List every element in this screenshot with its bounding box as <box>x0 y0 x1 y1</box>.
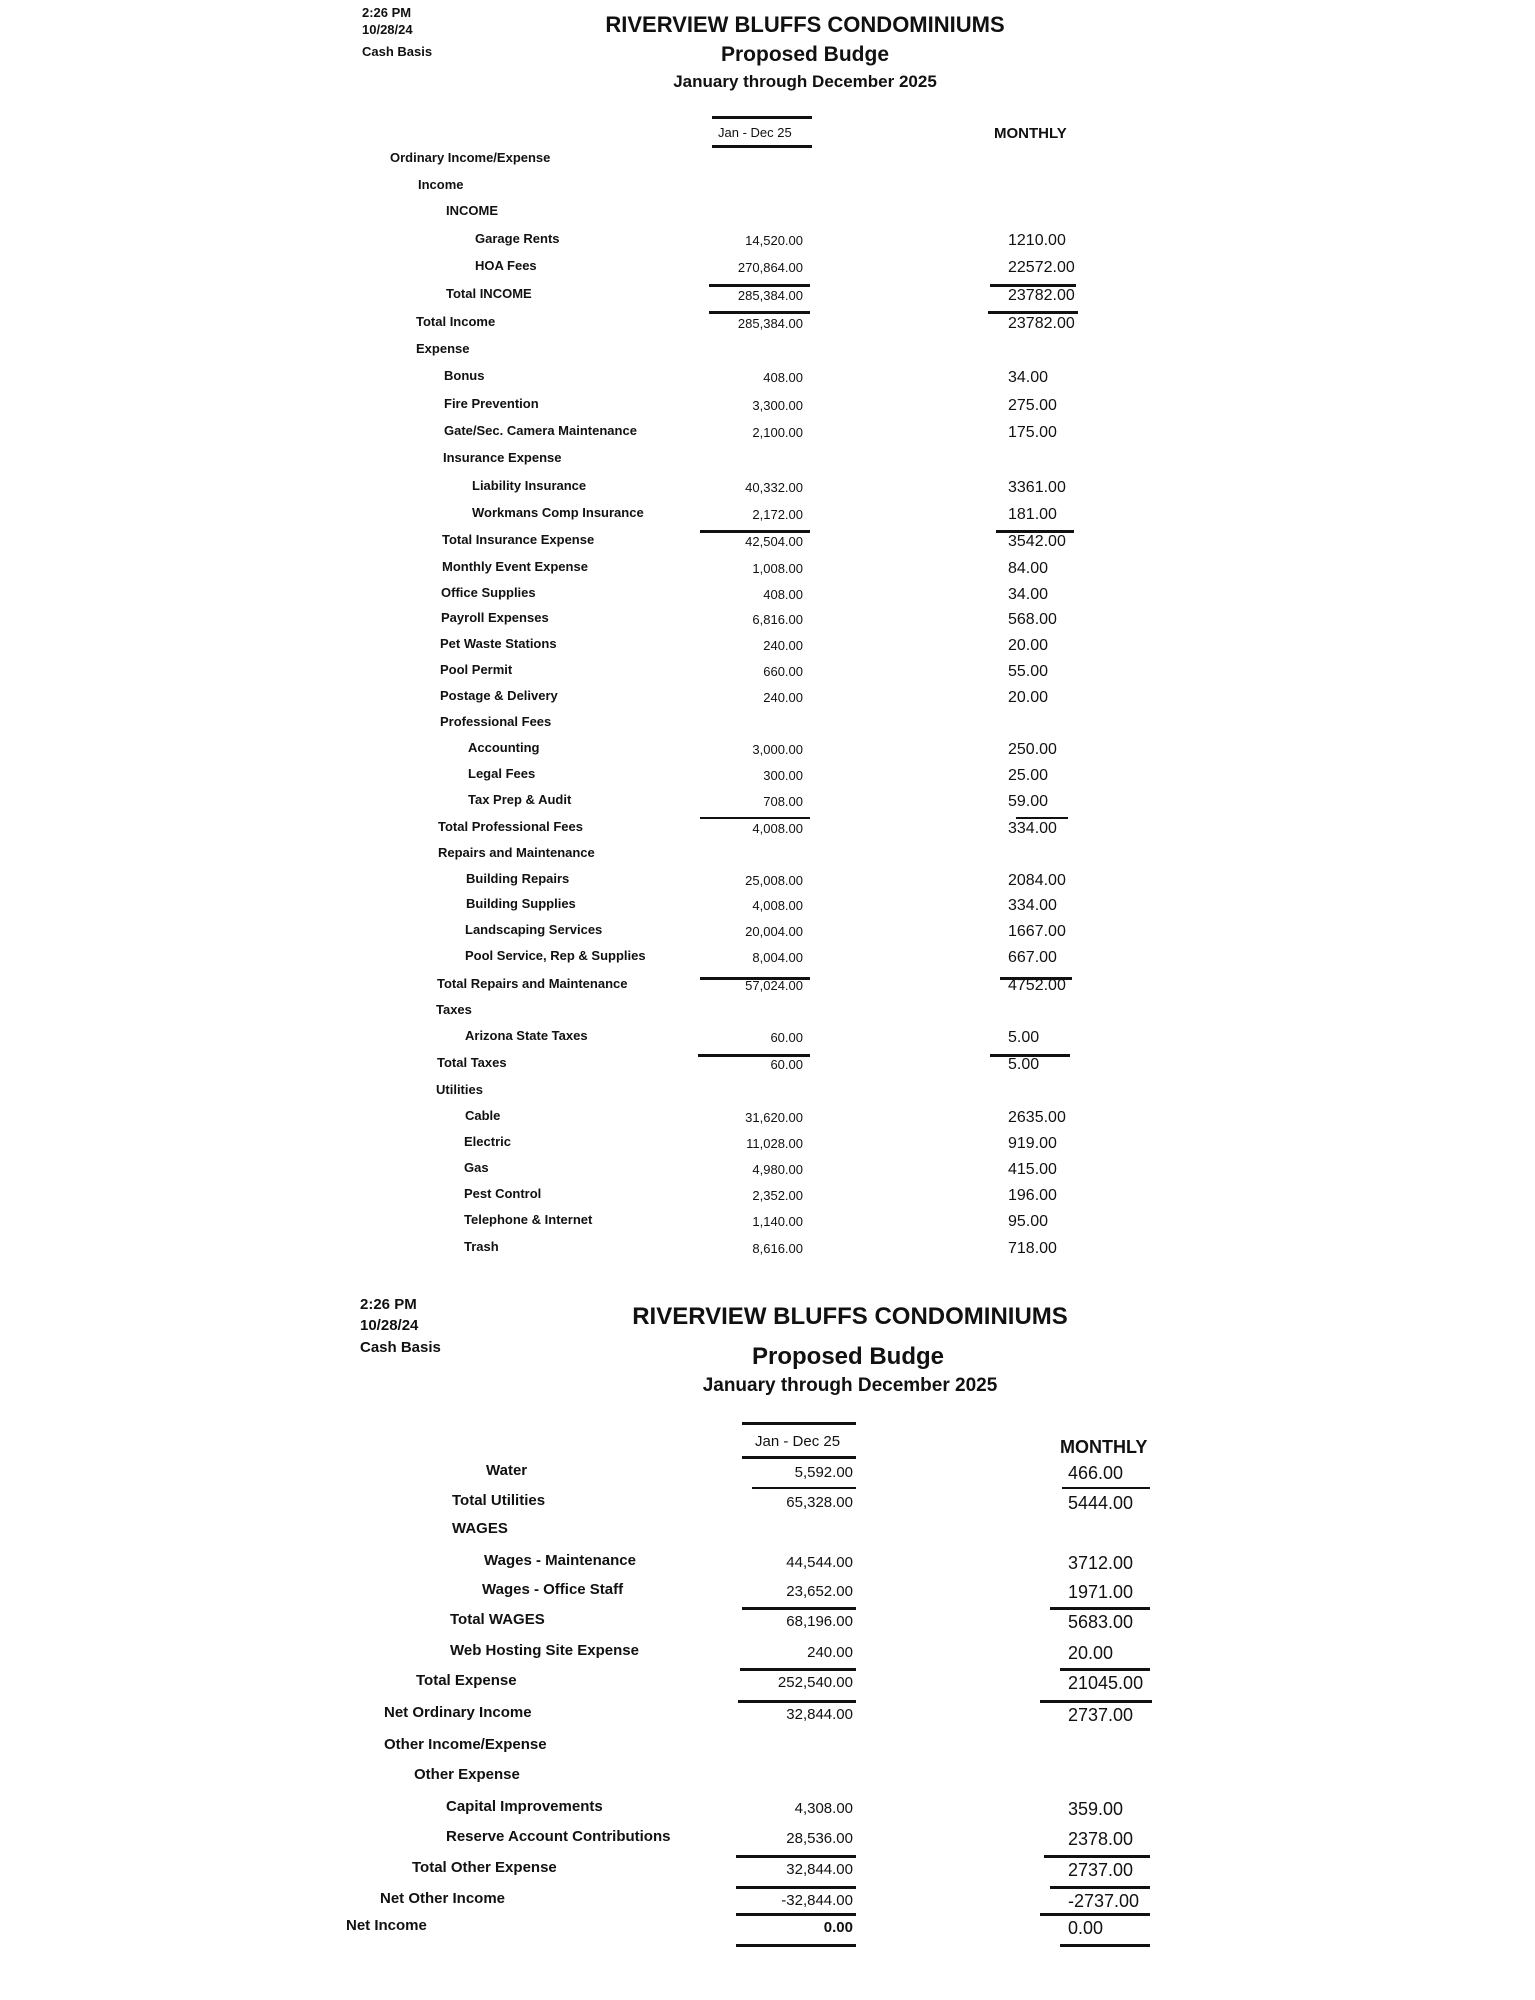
row-annual-amount: 8,004.00 <box>752 950 803 965</box>
row-annual-amount: 1,008.00 <box>752 561 803 576</box>
report-title: Proposed Budge <box>751 1343 945 1370</box>
row-monthly-amount: 3712.00 <box>1068 1553 1134 1573</box>
row-label: Other Income/Expense <box>384 1736 547 1753</box>
column-header-rule <box>742 1422 856 1425</box>
row-monthly-amount: 5683.00 <box>1068 1612 1134 1632</box>
row-label: Garage Rents <box>475 231 560 246</box>
row-label: Total INCOME <box>446 286 532 301</box>
report-time: 2:26 PM <box>360 1296 417 1313</box>
row-monthly-amount: 275.00 <box>1008 397 1057 414</box>
annual-total-rule <box>738 1700 856 1703</box>
column-header-rule <box>742 1456 856 1459</box>
monthly-total-rule <box>1016 817 1068 819</box>
row-monthly-amount: 2084.00 <box>1008 872 1066 889</box>
row-label: Capital Improvements <box>446 1798 603 1815</box>
row-annual-amount: 14,520.00 <box>745 233 803 248</box>
row-annual-amount: 4,008.00 <box>752 821 803 836</box>
row-annual-amount: 252,540.00 <box>777 1674 853 1691</box>
row-label: Pool Permit <box>440 662 513 677</box>
monthly-total-rule <box>1060 1944 1150 1947</box>
row-label: Total Professional Fees <box>438 819 583 834</box>
row-monthly-amount: 667.00 <box>1008 949 1057 966</box>
row-annual-amount: 4,008.00 <box>752 898 803 913</box>
company-name: RIVERVIEW BLUFFS CONDOMINIUMS <box>632 1303 1068 1330</box>
row-annual-amount: 285,384.00 <box>737 288 803 303</box>
report-basis: Cash Basis <box>362 44 433 59</box>
row-annual-amount: 23,652.00 <box>786 1583 853 1600</box>
row-monthly-amount: 59.00 <box>1008 793 1049 810</box>
row-label: Office Supplies <box>441 585 536 600</box>
row-monthly-amount: 5.00 <box>1008 1056 1040 1073</box>
row-annual-amount: 660.00 <box>763 664 803 679</box>
row-annual-amount: 408.00 <box>763 370 803 385</box>
row-monthly-amount: 250.00 <box>1008 741 1057 758</box>
row-annual-amount: 68,196.00 <box>786 1613 853 1630</box>
row-label: Gate/Sec. Camera Maintenance <box>444 423 637 438</box>
annual-total-rule <box>736 1944 856 1947</box>
row-annual-amount: -32,844.00 <box>781 1892 853 1909</box>
column-header-monthly: MONTHLY <box>994 125 1067 142</box>
report-time: 2:26 PM <box>362 5 412 20</box>
row-label: Liability Insurance <box>472 478 587 493</box>
row-label: Wages - Office Staff <box>482 1581 624 1598</box>
row-label: Accounting <box>468 740 540 755</box>
column-header-rule <box>712 145 812 148</box>
row-label: Monthly Event Expense <box>442 559 588 574</box>
row-annual-amount: 285,384.00 <box>737 316 803 331</box>
row-label: Total Repairs and Maintenance <box>437 976 628 991</box>
row-label: Other Expense <box>414 1766 520 1783</box>
report-period: January through December 2025 <box>702 1375 998 1396</box>
monthly-total-rule <box>996 530 1074 533</box>
annual-total-rule <box>700 977 810 980</box>
row-annual-amount: 708.00 <box>763 794 803 809</box>
row-monthly-amount: 84.00 <box>1008 560 1049 577</box>
row-label: Expense <box>416 341 470 356</box>
row-label: Total Other Expense <box>412 1859 557 1876</box>
row-monthly-amount: 55.00 <box>1008 663 1049 680</box>
row-monthly-amount: -2737.00 <box>1068 1891 1140 1911</box>
row-label: Gas <box>464 1160 489 1175</box>
row-label: Arizona State Taxes <box>465 1028 588 1043</box>
row-monthly-amount: 34.00 <box>1008 369 1049 386</box>
row-annual-amount: 300.00 <box>763 768 803 783</box>
row-annual-amount: 5,592.00 <box>794 1464 853 1481</box>
row-monthly-amount: 95.00 <box>1008 1213 1049 1230</box>
row-annual-amount: 3,300.00 <box>752 398 803 413</box>
row-monthly-amount: 3542.00 <box>1008 533 1066 550</box>
row-monthly-amount: 5444.00 <box>1068 1493 1134 1513</box>
row-label: Repairs and Maintenance <box>438 845 595 860</box>
row-label: Total Expense <box>416 1672 517 1689</box>
row-monthly-amount: 2737.00 <box>1068 1705 1134 1725</box>
row-annual-amount: 4,308.00 <box>794 1800 853 1817</box>
row-annual-amount: 28,536.00 <box>786 1830 853 1847</box>
row-label: Professional Fees <box>440 714 552 729</box>
row-annual-amount: 11,028.00 <box>746 1136 803 1151</box>
annual-total-rule <box>736 1886 856 1889</box>
annual-total-rule <box>700 817 810 819</box>
row-label: Tax Prep & Audit <box>468 792 572 807</box>
row-monthly-amount: 2378.00 <box>1068 1829 1134 1849</box>
row-label: Workmans Comp Insurance <box>472 505 644 520</box>
row-monthly-amount: 415.00 <box>1008 1161 1057 1178</box>
row-label: Total WAGES <box>450 1611 545 1628</box>
report-date: 10/28/24 <box>360 1317 419 1334</box>
row-annual-amount: 60.00 <box>770 1057 803 1072</box>
row-monthly-amount: 3361.00 <box>1008 479 1066 496</box>
monthly-total-rule <box>1044 1855 1150 1858</box>
row-annual-amount: 65,328.00 <box>786 1494 853 1511</box>
row-monthly-amount: 334.00 <box>1008 897 1057 914</box>
row-label: Pest Control <box>464 1186 542 1201</box>
row-label: Net Income <box>346 1917 427 1934</box>
row-annual-amount: 270,864.00 <box>737 260 803 275</box>
row-annual-amount: 44,544.00 <box>786 1554 853 1571</box>
row-annual-amount: 31,620.00 <box>745 1110 803 1125</box>
row-monthly-amount: 20.00 <box>1008 637 1049 654</box>
row-monthly-amount: 2635.00 <box>1008 1109 1066 1126</box>
annual-total-rule <box>742 1607 856 1610</box>
row-label: Web Hosting Site Expense <box>450 1642 639 1659</box>
row-monthly-amount: 466.00 <box>1068 1463 1124 1483</box>
row-monthly-amount: 20.00 <box>1008 689 1049 706</box>
row-monthly-amount: 1210.00 <box>1008 232 1066 249</box>
column-header-annual: Jan - Dec 25 <box>718 125 792 140</box>
row-label: WAGES <box>452 1520 508 1537</box>
row-annual-amount: 32,844.00 <box>786 1861 853 1878</box>
annual-total-rule <box>709 284 810 287</box>
row-annual-amount: 2,100.00 <box>752 425 803 440</box>
row-monthly-amount: 334.00 <box>1008 820 1057 837</box>
row-label: Wages - Maintenance <box>484 1552 636 1569</box>
row-label: Water <box>486 1462 528 1479</box>
row-annual-amount: 240.00 <box>763 638 803 653</box>
row-label: Total Utilities <box>452 1492 546 1509</box>
monthly-total-rule <box>1050 1607 1150 1610</box>
row-monthly-amount: 196.00 <box>1008 1187 1057 1204</box>
row-label: Utilities <box>436 1082 483 1097</box>
row-annual-amount: 57,024.00 <box>745 978 803 993</box>
row-annual-amount: 240.00 <box>763 690 803 705</box>
row-monthly-amount: 21045.00 <box>1068 1673 1144 1693</box>
row-monthly-amount: 181.00 <box>1008 506 1057 523</box>
monthly-total-rule <box>1060 1668 1150 1671</box>
row-monthly-amount: 359.00 <box>1068 1799 1124 1819</box>
row-label: Total Income <box>416 314 496 329</box>
row-label: Ordinary Income/Expense <box>390 150 551 165</box>
row-monthly-amount: 2737.00 <box>1068 1860 1134 1880</box>
row-monthly-amount: 23782.00 <box>1008 287 1075 304</box>
row-label: Net Ordinary Income <box>384 1704 532 1721</box>
row-label: Pool Service, Rep & Supplies <box>465 948 646 963</box>
row-label: Total Insurance Expense <box>442 532 595 547</box>
row-label: Net Other Income <box>380 1890 506 1907</box>
column-header-rule <box>712 116 812 119</box>
row-annual-amount: 0.00 <box>823 1919 853 1936</box>
row-label: Cable <box>465 1108 501 1123</box>
monthly-total-rule <box>1062 1487 1150 1489</box>
report-date: 10/28/24 <box>362 22 413 37</box>
row-label: Bonus <box>444 368 485 383</box>
row-label: Telephone & Internet <box>464 1212 593 1227</box>
row-annual-amount: 240.00 <box>807 1644 853 1661</box>
row-label: Landscaping Services <box>465 922 603 937</box>
row-annual-amount: 25,008.00 <box>745 873 803 888</box>
company-name: RIVERVIEW BLUFFS CONDOMINIUMS <box>605 12 1005 37</box>
row-annual-amount: 1,140.00 <box>752 1214 803 1229</box>
row-annual-amount: 20,004.00 <box>745 924 803 939</box>
row-label: INCOME <box>446 203 498 218</box>
report-period: January through December 2025 <box>673 72 937 91</box>
row-label: Trash <box>464 1239 499 1254</box>
row-label: Building Supplies <box>466 896 576 911</box>
monthly-total-rule <box>1040 1700 1152 1703</box>
row-label: Electric <box>464 1134 511 1149</box>
row-label: Legal Fees <box>468 766 536 781</box>
column-header-monthly: MONTHLY <box>1060 1437 1148 1457</box>
row-label: Income <box>418 177 464 192</box>
row-label: Payroll Expenses <box>441 610 549 625</box>
monthly-total-rule <box>990 284 1076 287</box>
row-annual-amount: 8,616.00 <box>752 1241 803 1256</box>
row-label: Insurance Expense <box>443 450 562 465</box>
annual-total-rule <box>700 530 810 533</box>
row-annual-amount: 4,980.00 <box>752 1162 803 1177</box>
annual-total-rule <box>698 1054 810 1057</box>
monthly-total-rule <box>1050 1886 1150 1889</box>
monthly-total-rule <box>1040 1913 1150 1916</box>
row-monthly-amount: 0.00 <box>1068 1918 1104 1938</box>
row-label: HOA Fees <box>475 258 537 273</box>
column-header-annual: Jan - Dec 25 <box>755 1433 841 1450</box>
row-label: Building Repairs <box>466 871 570 886</box>
row-label: Postage & Delivery <box>440 688 558 703</box>
row-monthly-amount: 34.00 <box>1008 586 1049 603</box>
annual-total-rule <box>736 1913 856 1916</box>
row-monthly-amount: 23782.00 <box>1008 315 1075 332</box>
row-annual-amount: 2,172.00 <box>752 507 803 522</box>
row-monthly-amount: 25.00 <box>1008 767 1049 784</box>
row-monthly-amount: 20.00 <box>1068 1643 1114 1663</box>
row-annual-amount: 42,504.00 <box>745 534 803 549</box>
monthly-total-rule <box>1000 977 1072 980</box>
row-annual-amount: 40,332.00 <box>745 480 803 495</box>
row-annual-amount: 3,000.00 <box>752 742 803 757</box>
annual-total-rule <box>736 1855 856 1858</box>
report-basis: Cash Basis <box>360 1339 441 1356</box>
row-label: Total Taxes <box>437 1055 507 1070</box>
row-annual-amount: 6,816.00 <box>752 612 803 627</box>
row-label: Reserve Account Contributions <box>446 1828 671 1845</box>
row-annual-amount: 60.00 <box>770 1030 803 1045</box>
row-monthly-amount: 919.00 <box>1008 1135 1057 1152</box>
row-monthly-amount: 568.00 <box>1008 611 1057 628</box>
row-monthly-amount: 22572.00 <box>1008 259 1075 276</box>
row-annual-amount: 32,844.00 <box>786 1706 853 1723</box>
annual-total-rule <box>709 311 810 314</box>
row-annual-amount: 408.00 <box>763 587 803 602</box>
monthly-total-rule <box>988 311 1078 314</box>
row-label: Fire Prevention <box>444 396 539 411</box>
row-monthly-amount: 175.00 <box>1008 424 1057 441</box>
row-monthly-amount: 1971.00 <box>1068 1582 1134 1602</box>
row-monthly-amount: 718.00 <box>1008 1240 1057 1257</box>
annual-total-rule <box>740 1668 856 1671</box>
row-annual-amount: 2,352.00 <box>752 1188 803 1203</box>
row-monthly-amount: 5.00 <box>1008 1029 1040 1046</box>
monthly-total-rule <box>990 1054 1070 1057</box>
row-label: Taxes <box>436 1002 472 1017</box>
row-label: Pet Waste Stations <box>440 636 557 651</box>
annual-total-rule <box>752 1487 856 1489</box>
report-title: Proposed Budge <box>720 43 890 66</box>
row-monthly-amount: 4752.00 <box>1008 977 1066 994</box>
row-monthly-amount: 1667.00 <box>1008 923 1066 940</box>
